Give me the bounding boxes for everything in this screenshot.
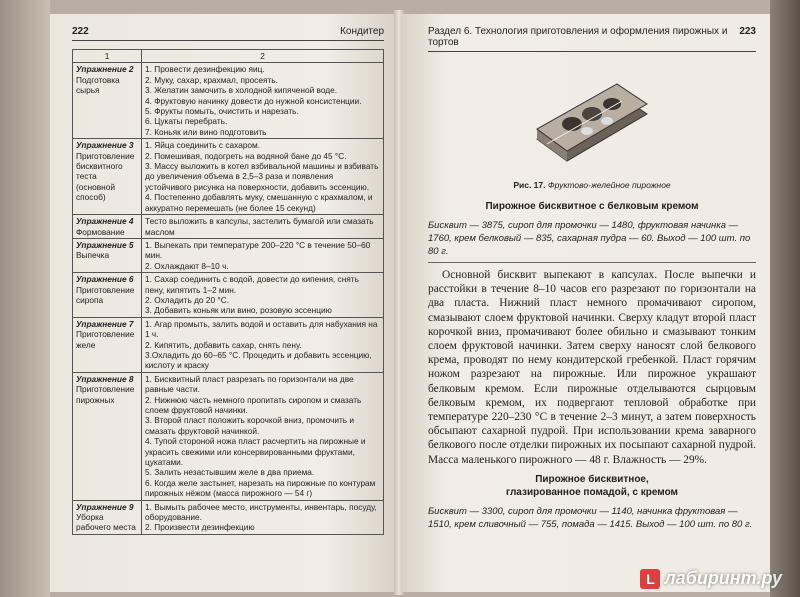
steps-cell [142, 139, 384, 215]
exercise-table [72, 49, 384, 535]
section1-recipe: Бисквит — 3875, сироп для промочки — 1480, фруктовая начинка — 1760, крем белковый — 835, сахарная пудра — 60. Выход — 100 шт. по 80 г. [428, 219, 756, 263]
section1-title: Пирожное бисквитное с белковым кремом [485, 201, 699, 212]
step-text: 1. Яйца соединить с сахаром. [145, 140, 261, 151]
exercise-number: Упражнение 9 [76, 501, 134, 512]
table-row [73, 139, 384, 215]
exercise-cell [73, 215, 142, 239]
exercise-task: Приготовление сиропа [76, 284, 135, 305]
exercise-number: Упражнение 6 [76, 274, 134, 285]
exercise-number: Упражнение 8 [76, 373, 134, 384]
exercise-number: Упражнение 4 [76, 216, 134, 227]
steps-cell [142, 238, 384, 272]
table-header-row [73, 50, 384, 63]
section2-title-line1: Пирожное бисквитное, [535, 473, 649, 485]
table-row [73, 372, 384, 500]
step-text: 4. Фруктовую начинку довести до нужной консистенции. [145, 95, 362, 106]
book-edge-left [0, 0, 50, 597]
left-page-header [72, 26, 384, 41]
step-text: 4. Тупой стороной ножа пласт расчертить на пирожные и украсить свежими или консервированными фруктами, цукатами. [145, 436, 366, 468]
step-text: 2. Муку, сахар, крахмал, просеять. [145, 74, 278, 85]
exercise-task: Подготовка сырья [76, 74, 120, 96]
steps-cell [142, 215, 384, 239]
section2-recipe: Бисквит — 3300, сироп для промочки — 1140, начинка фруктовая — 1510, крем сливочный — 755, помада — 1415. Выход — 100 шт. по 80 г. [428, 505, 753, 530]
book-edge-right [770, 0, 800, 597]
step-text: 1. Сахар соединить с водой, довести до кипения, снять пену, кипятить 1–2 мин. [145, 274, 359, 295]
exercise-task: Выпечка [76, 250, 110, 261]
column-header-1: 1 [73, 50, 142, 63]
table-row [73, 500, 384, 534]
step-text: Тесто выложить в капсулы, застелить бумагой или смазать маслом [145, 216, 374, 237]
section1-paragraph: Основной бисквит выпекают в капсулах. После выпечки и расстойки в течение 8–10 часов его разрезают по горизонтали на два пласта. Нижний пласт немного промачивают сиропом, смазывают слоем фруктовой начинки. Сверху кладут второй пласт корочкой вниз, промачивают более обильно и смазывают тонким слоем фруктовой начинки. Затем сверху наносят слой белкового крема, проводят по нему кондитерской гребенкой. Пласт горячим ножом разрезают на пирожные. Или пирожное украшают белковым кремом. Если пирожные отделываются сырцовым белковым кремом, их подвергают тепловой обработке при температуре 220–230 °С в течение 2–3 минут, а затем поверхность обсыпают сахарной пудрой. При использовании крема заварного белкового после отделки пирожных их посыпают сахарной пудрой. Масса маленького пирожного — 48 г. Влажность — 29%. [428, 269, 756, 466]
step-text: 5. Залить незастывшим желе в два приема. [145, 467, 315, 478]
steps-cell [142, 372, 384, 500]
exercise-cell [73, 63, 142, 139]
step-text: 2. Охладить до 20 °С. [145, 294, 230, 305]
step-text: 1. Бисквитный пласт разрезать по горизонтали на две равные части. [145, 373, 354, 395]
table-row [73, 273, 384, 318]
table-row [73, 63, 384, 139]
left-page [50, 14, 396, 592]
exercise-cell [73, 273, 142, 318]
exercise-cell [73, 317, 142, 372]
exercise-task: Уборка рабочего места [76, 512, 136, 533]
figure-caption [428, 180, 756, 190]
left-page-number: 222 [72, 26, 89, 37]
steps-cell [142, 63, 384, 139]
exercise-task: Приготовление желе [76, 329, 135, 350]
step-text: 1. Агар промыть, залить водой и оставить для набухания на 1 ч. [145, 318, 378, 340]
watermark-text: лабиринт.ру [664, 568, 782, 588]
step-text: 3. Второй пласт положить корочкой вниз, промочить и смазать фруктовой начинкой. [145, 415, 355, 436]
right-page [402, 14, 770, 592]
right-page-number: 223 [739, 26, 756, 37]
left-running-title: Кондитер [340, 26, 384, 37]
figure-caption-text: Фруктово-желейное пирожное [547, 180, 671, 190]
exercise-cell [73, 139, 142, 215]
steps-cell [142, 500, 384, 534]
table-body [73, 63, 384, 534]
table-row [73, 238, 384, 272]
figure-pastry-image [428, 60, 756, 178]
step-text: 1. Вымыть рабочее место, инструменты, инвентарь, посуду, оборудование. [145, 501, 377, 523]
step-text: 4. Постепенно добавлять муку, смешанную с крахмалом, и аккуратно перемешать (не более 15 секунд) [145, 192, 373, 213]
steps-cell [142, 273, 384, 318]
column-header-2: 2 [142, 50, 384, 63]
exercise-task: Приготовление бисквитного теста (основной способ) [76, 150, 135, 203]
step-text: 2. Произвести дезинфекцию [145, 522, 255, 533]
right-page-header [428, 26, 756, 52]
exercise-task: Приготовление пирожных [76, 384, 135, 405]
exercise-number: Упражнение 5 [76, 239, 134, 250]
table-row [73, 317, 384, 372]
step-text: 6. Цукаты перебрать. [145, 116, 228, 127]
step-text: 2. Нижнюю часть немного пропитать сиропом и смазать слоем фруктовой начинки. [145, 394, 362, 415]
step-text: 6. Когда желе застынет, нарезать на пирожные по контурам пирожных нёжом (масса пирожного — 54 г) [145, 477, 376, 499]
section2-title [428, 473, 756, 499]
step-text: 3. Массу выложить в котел взбивальной машины и взбивать до увеличения объема в 2,5–3 раза и появления устойчивого рисунка на поверхности, добавить эссенцию. [145, 161, 379, 192]
exercise-cell [73, 372, 142, 500]
labirint-logo-icon: L [640, 569, 660, 589]
table-row [73, 215, 384, 239]
step-text: 2. Помешивая, подогреть на водяной бане до 45 °С. [145, 150, 347, 161]
step-text: 2. Кипятить, добавить сахар, снять пену. [145, 339, 302, 350]
figure-label: Рис. 17. [513, 180, 546, 190]
step-text: 2. Охлаждают 8–10 ч. [145, 260, 229, 271]
exercise-number: Упражнение 7 [76, 318, 134, 329]
exercise-number: Упражнение 2 [76, 64, 134, 75]
step-text: 7. Коньяк или вино подготовить [145, 126, 267, 137]
right-running-title: Раздел 6. Технология приготовления и оформления пирожных и тортов [428, 26, 728, 48]
steps-cell [142, 317, 384, 372]
step-text: 3. Желатин замочить в холодной кипяченой воде. [145, 85, 338, 96]
step-text: 3.Охладить до 60–65 °С. Процедить и добавить эссенцию, кислоту и краску [145, 349, 372, 371]
watermark [640, 568, 782, 589]
step-text: 5. Фрукты помыть, очистить и нарезать. [145, 106, 299, 117]
step-text: 3. Добавить коньяк или вино, розовую эссенцию [145, 305, 332, 316]
exercise-number: Упражнение 3 [76, 140, 134, 151]
exercise-task: Формование [76, 226, 125, 237]
section2-title-line2: глазированное помадой, с кремом [506, 486, 678, 498]
pastry-illustration [527, 69, 657, 169]
step-text: 1. Провести дезинфекцию яиц. [145, 64, 265, 75]
step-text: 1. Выпекать при температуре 200–220 °С в течение 50–60 мин. [145, 239, 371, 261]
exercise-cell [73, 238, 142, 272]
exercise-cell [73, 500, 142, 534]
